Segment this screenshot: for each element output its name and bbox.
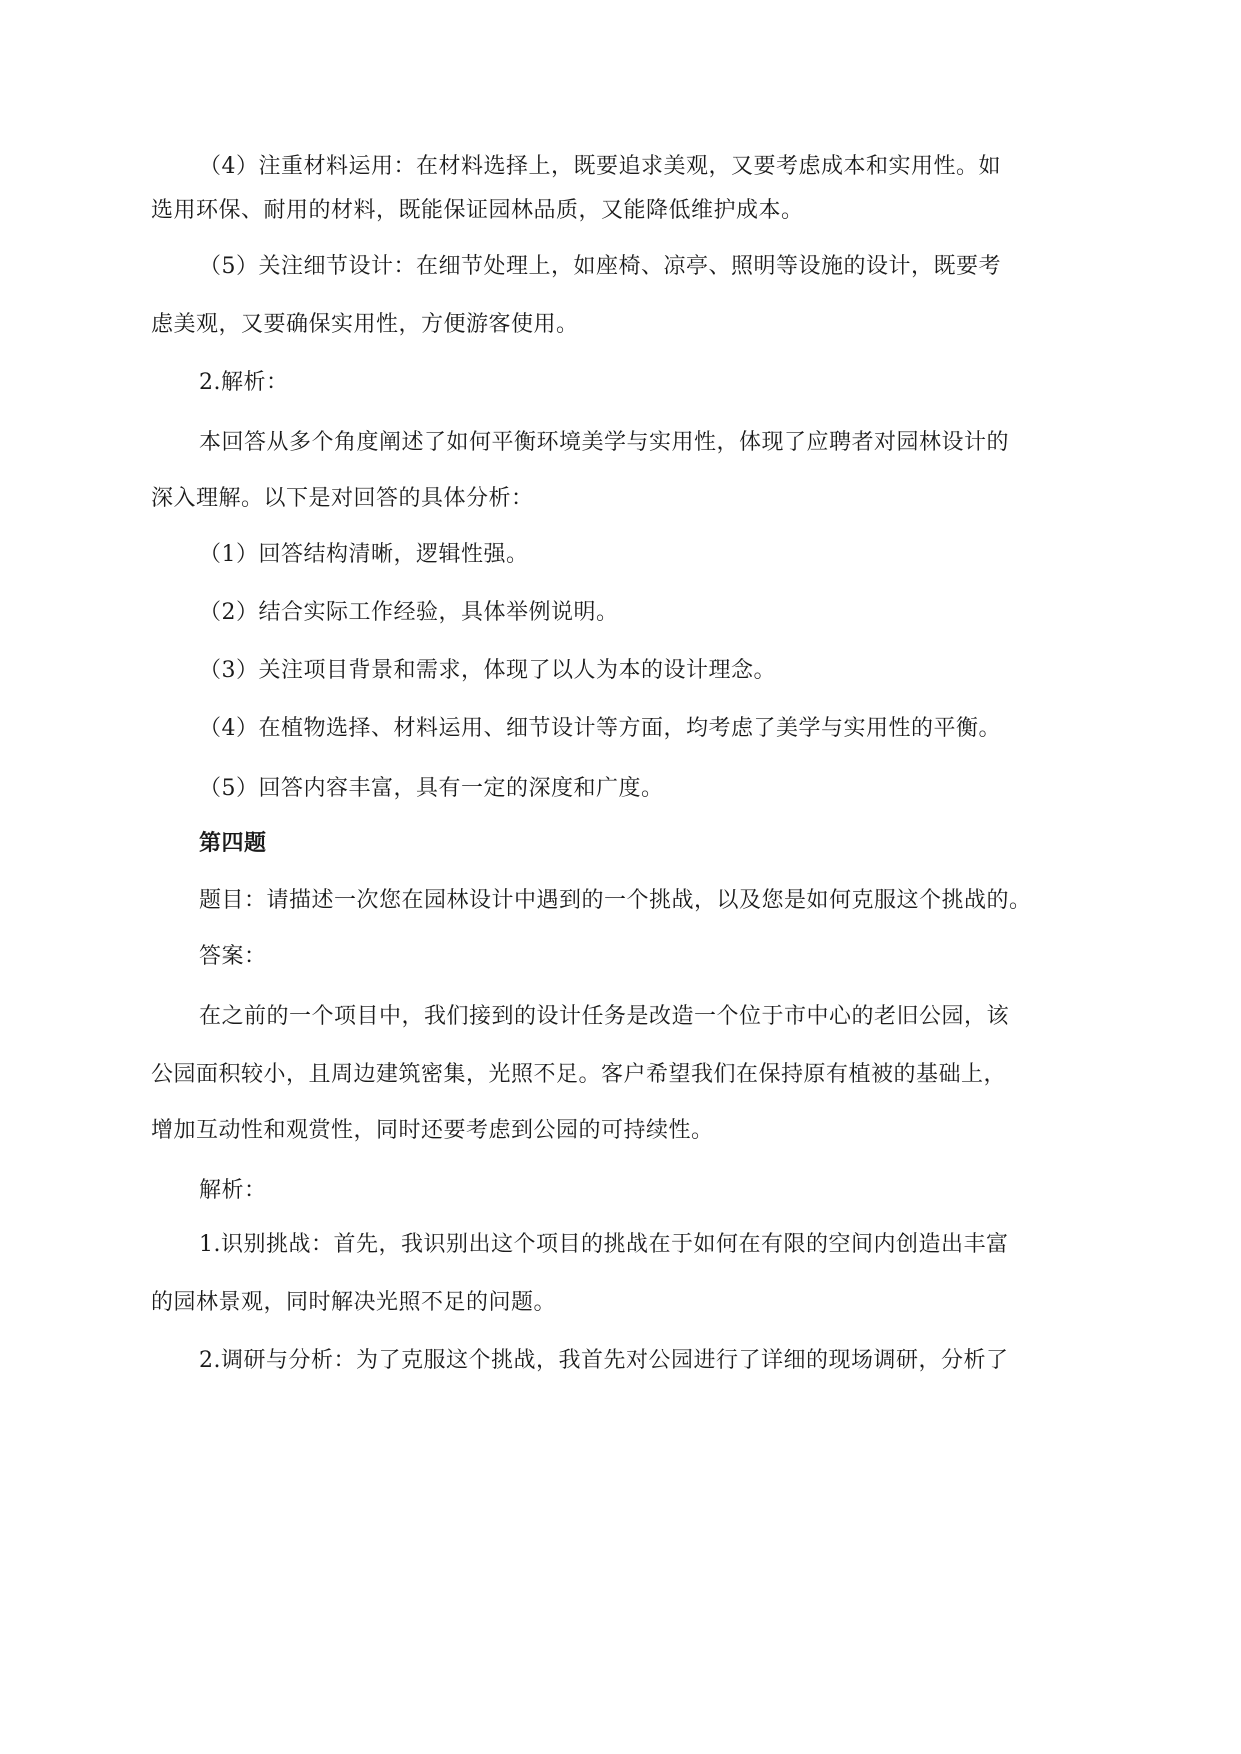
paragraph-line: 深入理解。以下是对回答的具体分析： bbox=[151, 486, 534, 511]
answer-label: 答案： bbox=[199, 944, 267, 969]
list-item: （5）回答内容丰富，具有一定的深度和广度。 bbox=[199, 776, 664, 801]
paragraph-line: 的园林景观，同时解决光照不足的问题。 bbox=[151, 1290, 557, 1315]
section-heading: 第四题 bbox=[199, 830, 267, 856]
section-label: 2.解析： bbox=[199, 370, 289, 395]
list-item: （4）在植物选择、材料运用、细节设计等方面，均考虑了美学与实用性的平衡。 bbox=[199, 716, 1001, 741]
paragraph-line: 2.调研与分析：为了克服这个挑战，我首先对公园进行了详细的现场调研，分析了 bbox=[199, 1348, 1009, 1373]
paragraph-line: 1.识别挑战：首先，我识别出这个项目的挑战在于如何在有限的空间内创造出丰富 bbox=[199, 1232, 1009, 1257]
list-item: （1）回答结构清晰，逻辑性强。 bbox=[199, 542, 529, 567]
paragraph-line: 增加互动性和观赏性，同时还要考虑到公园的可持续性。 bbox=[151, 1118, 714, 1143]
paragraph-line: 在之前的一个项目中，我们接到的设计任务是改造一个位于市中心的老旧公园，该 bbox=[199, 1004, 1010, 1029]
paragraph-line: 虑美观，又要确保实用性，方便游客使用。 bbox=[151, 312, 579, 337]
paragraph-line: （5）关注细节设计：在细节处理上，如座椅、凉亭、照明等设施的设计，既要考 bbox=[199, 254, 1001, 279]
question-line: 题目：请描述一次您在园林设计中遇到的一个挑战，以及您是如何克服这个挑战的。 bbox=[199, 888, 1032, 913]
paragraph-line: 本回答从多个角度阐述了如何平衡环境美学与实用性，体现了应聘者对园林设计的 bbox=[199, 430, 1010, 455]
paragraph-line: 选用环保、耐用的材料，既能保证园林品质，又能降低维护成本。 bbox=[151, 198, 804, 223]
list-item: （2）结合实际工作经验，具体举例说明。 bbox=[199, 600, 619, 625]
paragraph-line: （4）注重材料运用：在材料选择上，既要追求美观，又要考虑成本和实用性。如 bbox=[199, 154, 1001, 179]
paragraph-line: 公园面积较小，且周边建筑密集，光照不足。客户希望我们在保持原有植被的基础上， bbox=[151, 1062, 1007, 1087]
list-item: （3）关注项目背景和需求，体现了以人为本的设计理念。 bbox=[199, 658, 776, 683]
analysis-label: 解析： bbox=[199, 1178, 267, 1203]
